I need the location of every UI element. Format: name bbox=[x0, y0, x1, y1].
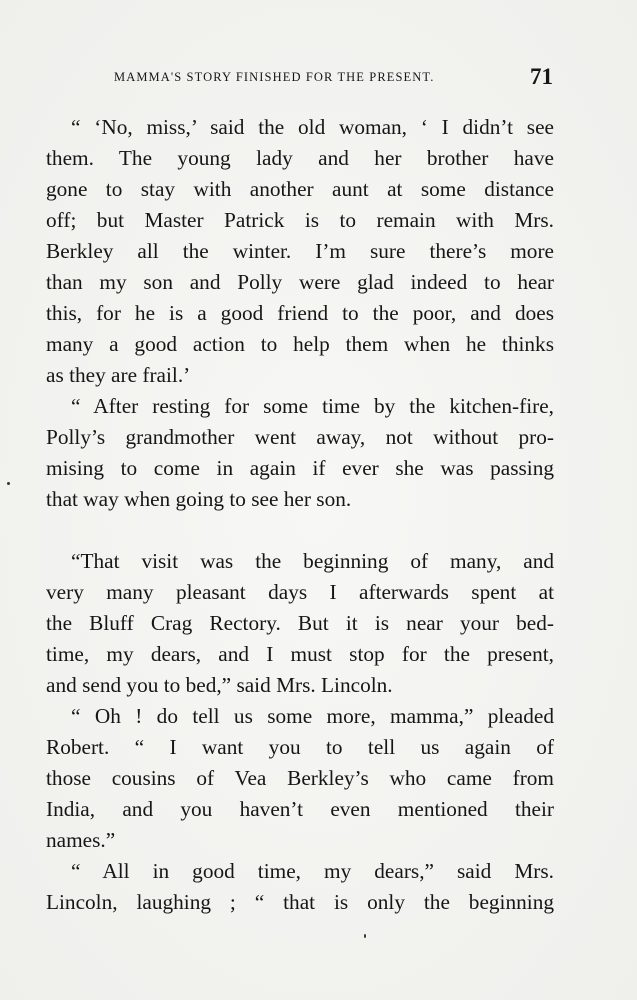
text-line: Berkley all the winter. I’m sure there’s more bbox=[46, 239, 554, 263]
paper-speck bbox=[364, 934, 366, 938]
text-line: India, and you haven’t even mentioned their bbox=[46, 797, 554, 821]
text-line: that way when going to see her son. bbox=[46, 487, 352, 511]
paragraph-1 bbox=[46, 112, 554, 391]
text-line: Lincoln, laughing ; “ that is only the beginning bbox=[46, 890, 554, 914]
text-line: and send you to bed,” said Mrs. Lincoln. bbox=[46, 673, 393, 697]
paragraph-3 bbox=[46, 546, 554, 701]
text-line: very many pleasant days I afterwards spent at bbox=[46, 580, 554, 604]
text-line: “ After resting for some time by the kitchen-fire, bbox=[71, 394, 554, 418]
text-line: this, for he is a good friend to the poor, and does bbox=[46, 301, 554, 325]
text-line: “ All in good time, my dears,” said Mrs. bbox=[71, 859, 554, 883]
body-text bbox=[46, 112, 554, 918]
text-line: time, my dears, and I must stop for the present, bbox=[46, 642, 554, 666]
section-gap bbox=[46, 515, 554, 546]
text-line: mising to come in again if ever she was passing bbox=[46, 456, 554, 480]
paragraph-4 bbox=[46, 701, 554, 856]
text-line: Polly’s grandmother went away, not without pro- bbox=[46, 425, 554, 449]
text-line: “That visit was the beginning of many, and bbox=[71, 549, 554, 573]
page-number: 71 bbox=[530, 64, 553, 89]
paper-speck bbox=[7, 482, 10, 485]
text-line: those cousins of Vea Berkley’s who came from bbox=[46, 766, 554, 790]
text-line: Robert. “ I want you to tell us again of bbox=[46, 735, 554, 759]
text-line: many a good action to help them when he thinks bbox=[46, 332, 554, 356]
text-line: the Bluff Crag Rectory. But it is near your bed- bbox=[46, 611, 554, 635]
text-line: “ ‘No, miss,’ said the old woman, ‘ I didn’t see bbox=[71, 115, 554, 139]
text-line: “ Oh ! do tell us some more, mamma,” pleaded bbox=[71, 704, 554, 728]
text-line: as they are frail.’ bbox=[46, 363, 191, 387]
text-line: than my son and Polly were glad indeed to hear bbox=[46, 270, 554, 294]
text-line: names.” bbox=[46, 828, 116, 852]
running-head: MAMMA'S STORY FINISHED FOR THE PRESENT. bbox=[114, 70, 435, 84]
paragraph-2 bbox=[46, 391, 554, 515]
text-line: off; but Master Patrick is to remain with Mrs. bbox=[46, 208, 554, 232]
paragraph-5 bbox=[46, 856, 554, 918]
text-line: gone to stay with another aunt at some distance bbox=[46, 177, 554, 201]
text-line: them. The young lady and her brother have bbox=[46, 146, 554, 170]
page-header bbox=[50, 64, 553, 94]
